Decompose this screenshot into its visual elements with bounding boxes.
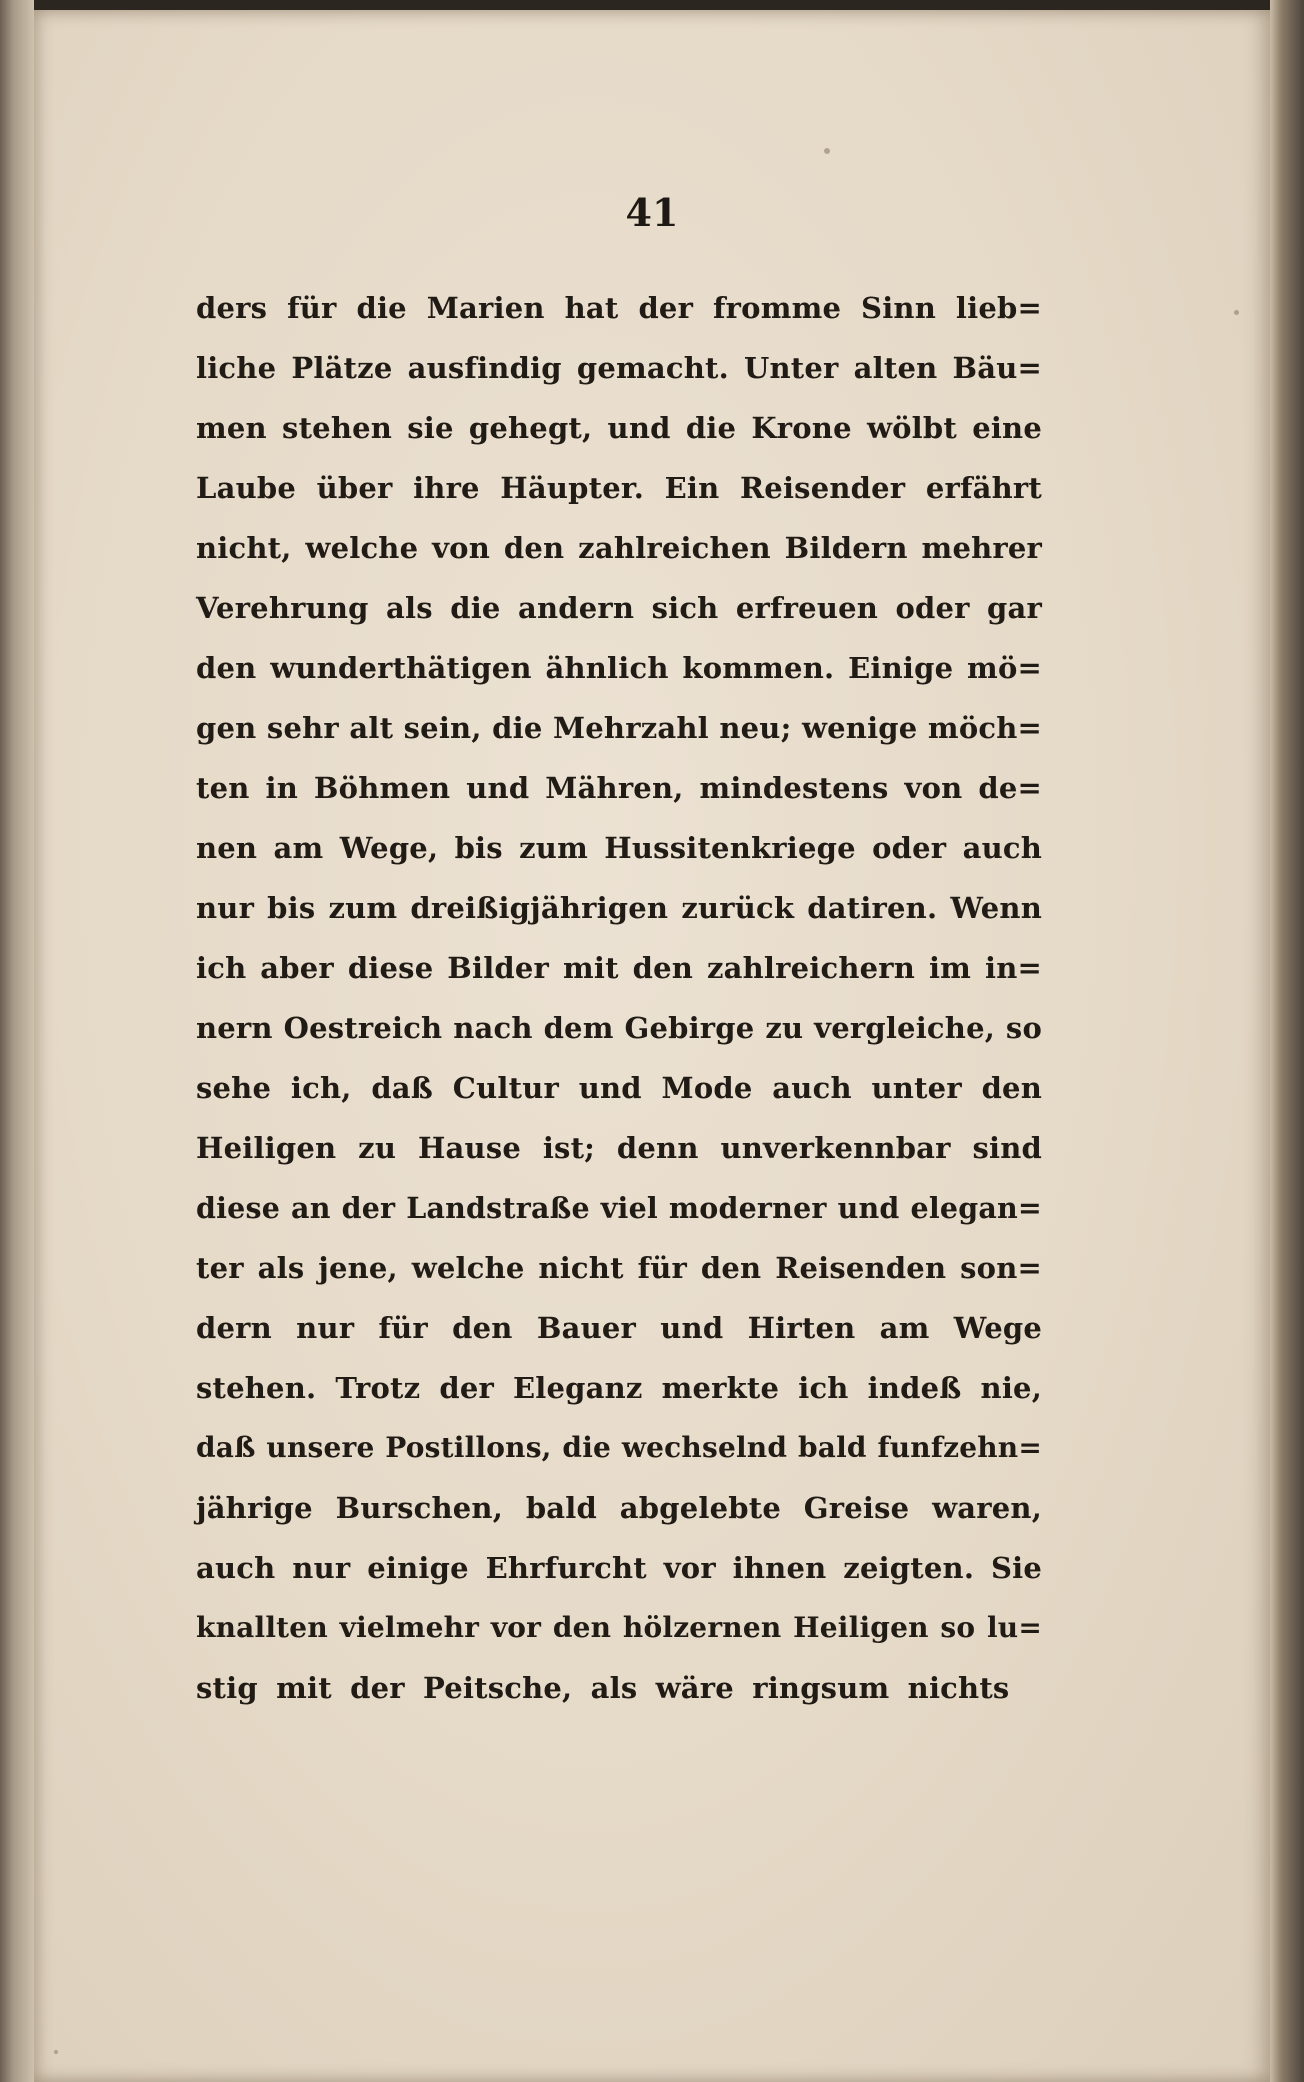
page-number: 41 — [625, 190, 679, 235]
text-line: nen am Wege, bis zum Hussitenkriege oder auch — [196, 831, 1042, 865]
text-line: men stehen sie gehegt, und die Krone wölbt eine — [196, 411, 1042, 445]
text-line: Laube über ihre Häupter. Ein Reisender erfährt — [196, 471, 1042, 505]
scan-top-border — [0, 0, 1304, 10]
paper-speck — [54, 2050, 58, 2054]
text-line: ich aber diese Bilder mit den zahlreichern im in= — [196, 951, 1042, 985]
text-line: stehen. Trotz der Eleganz merkte ich indeß nie, — [196, 1371, 1042, 1405]
text-line: gen sehr alt sein, die Mehrzahl neu; wenige möch= — [196, 711, 1042, 745]
text-line: auch nur einige Ehrfurcht vor ihnen zeigten. Sie — [196, 1551, 1042, 1585]
text-line: nur bis zum dreißigjährigen zurück datiren. Wenn — [196, 891, 1042, 925]
text-line: ders für die Marien hat der fromme Sinn lieb= — [196, 291, 1042, 325]
text-line: den wunderthätigen ähnlich kommen. Einige mö= — [196, 651, 1042, 685]
text-line: Heiligen zu Hause ist; denn unverkennbar sind — [196, 1131, 1042, 1165]
right-page-edge — [1270, 0, 1304, 2082]
text-line: ten in Böhmen und Mähren, mindestens von de= — [196, 771, 1042, 805]
text-line: dern nur für den Bauer und Hirten am Wege — [196, 1311, 1042, 1345]
text-line: stig mit der Peitsche, als wäre ringsum nichts — [196, 1671, 1010, 1705]
paper-speck — [824, 148, 830, 154]
body-text — [196, 278, 1042, 1718]
text-line: nern Oestreich nach dem Gebirge zu vergleiche, so — [196, 1011, 1042, 1045]
text-line: ter als jene, welche nicht für den Reisenden son= — [196, 1251, 1042, 1285]
book-page — [34, 10, 1270, 2082]
text-line: liche Plätze ausfindig gemacht. Unter alten Bäu= — [196, 351, 1042, 385]
text-line: jährige Burschen, bald abgelebte Greise waren, — [196, 1491, 1042, 1525]
text-line: knallten vielmehr vor den hölzernen Heiligen so lu= — [196, 1611, 1042, 1644]
text-line: diese an der Landstraße viel moderner und elegan= — [196, 1191, 1042, 1225]
paper-speck — [1234, 310, 1239, 315]
text-line: nicht, welche von den zahlreichen Bildern mehrer — [196, 531, 1042, 565]
text-line: daß unsere Postillons, die wechselnd bald funfzehn= — [196, 1431, 1042, 1464]
left-page-edge — [0, 0, 34, 2082]
text-line: sehe ich, daß Cultur und Mode auch unter den — [196, 1071, 1042, 1105]
text-line: Verehrung als die andern sich erfreuen oder gar — [196, 591, 1042, 625]
